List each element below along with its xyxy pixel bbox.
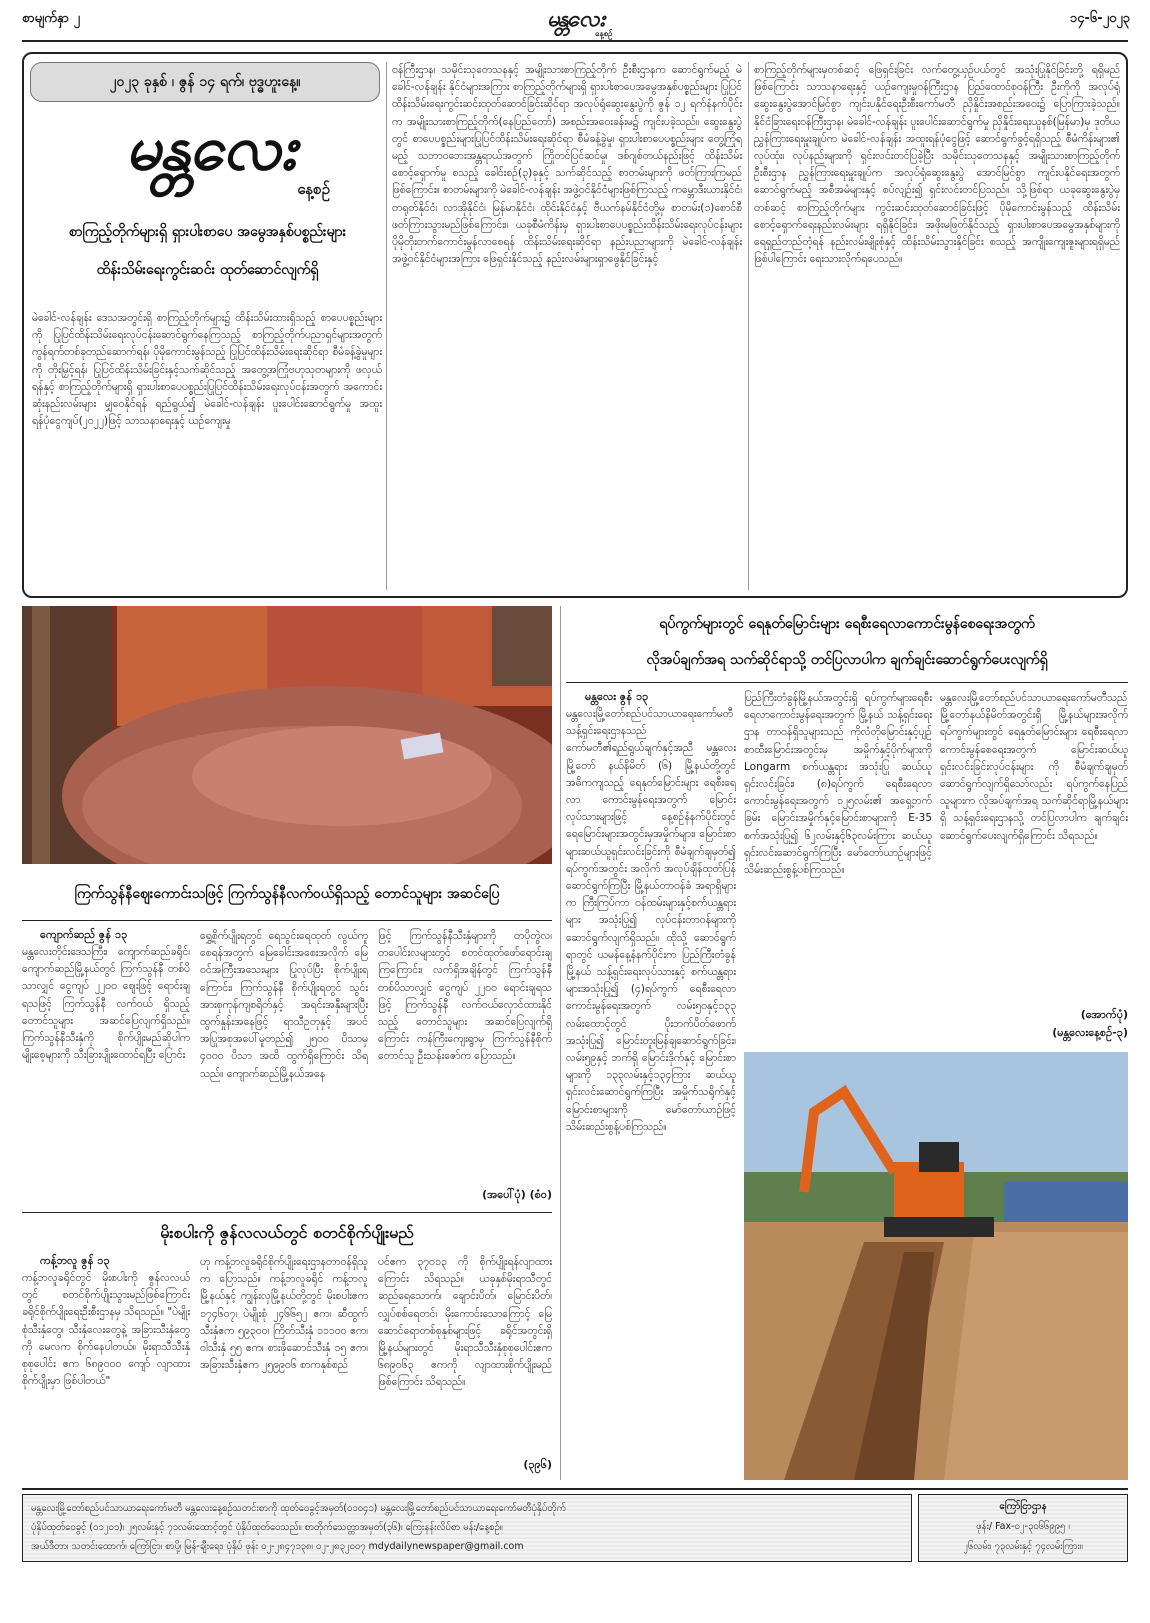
onion-bottom-rule (22, 1212, 552, 1213)
canal-article-title-1: ရပ်ကွက်များတွင် ရေနုတ်မြောင်းများ ရေစီးရေလာကောင်းမွန်စေရေးအတွက် (659, 616, 1035, 632)
canal-article-title-2: လိုအပ်ချက်အရ သက်ဆိုင်ရာသို့ တင်ပြလာပါက ချက်ချင်းဆောင်ရွက်ပေးလျက်ရှိ (646, 652, 1048, 668)
rice-signature: (၃၉၆) (523, 1458, 552, 1471)
footer-imprint (22, 1494, 912, 1562)
page-label: စာမျက်နှာ ၂ (22, 11, 80, 26)
onion-pile-photo (22, 606, 552, 864)
top-article-title-2: ထိန်းသိမ်းရေးကွင်းဆင်း ထုတ်ဆောင်လျက်ရှိ (96, 262, 319, 278)
canal-col2: ပြည်ကြီးတံခွန်မြို့နယ်အတွင်းရှိ ရပ်ကွက်များရေစီးရေလာကောင်းမွန်ရေးအတွက် မြို့နယ် သန့်ရှင်းရေးဌာန တာဝန်ရှိသူများသည် ကိုလံတိုမြောင်းနှင့်ပျဉ်စာထီးမြောင်းအတွင်းမှ အမှိုက်နှင့်ပိုက်များကို Longarm စက်ယန္တရား အသုံးပြု ဆယ်ယူရှင်းလင်းခြင်း၊ (၈)ရပ်ကွက် ရေစီးရေလာကောင်းမွန်ရေးအတွက် ၁၂၅လမ်း၏ အရှေ့ဘက်ခြမ်း မြောင်းအမှိုက်နှင့်မြောင်းစာများကို E-35 စက်အသုံးပြု၍ ၆၂လမ်းနှင့်၆၃လမ်းကြား ဆယ်ယူရှင်းလင်းဆောင်ရွက်ကြပြီး မော်တော်ယာဉ်များဖြင့် သိမ်းဆည်းစွန့်ပစ်ကြသည်။ (744, 692, 932, 877)
onion-col1: မန္တလေးတိုင်းဒေသကြီး၊ ကျောက်ဆည်ခရိုင်၊ ကျောက်ဆည်မြို့နယ်တွင် ကြက်သွန်နီ တစ်ပိသာလျှင် ငွေကျပ် ၂၂၀၀ ဈေးဖြင့် ရောင်းချရသဖြင့် ကြက်သွန်နီ လက်ဝယ် ရှိသည့် တောင်သူများ အဆင်ပြေလျက်ရှိသည်။ ကြက်သွန်နီသီးနှံကို စိုက်ပျိုးမည်ဆိုပါက မျိုးစေ့များကို သီးခြားပျိုးထောင်ရပြီး ပြောင်း (22, 946, 190, 1062)
ads-label: ကြော်ငြာဌာန (999, 1501, 1047, 1512)
header-rule (22, 40, 1128, 42)
ads-phone: ဖုန်း/ Fax-၀၂-၃၀၆၆၉၉၅ ၊ (976, 1521, 1070, 1532)
onion-col3: ဖြင့် ကြက်သွန်နီသီးနှံများကို တပိုတွဲလ၊ တပေါင်းလများတွင် စတင်ထုတ်ဖော်ရောင်းချကြကြောင်း၊ လက်ရှိအချိန်တွင် ကြက်သွန်နီ တစ်ပိသာလျှင် ငွေကျပ် ၂၂၀၀ ရောင်းချရသဖြင့် ကြက်သွန်နီ လက်ဝယ်လှောင်ထားနိုင်သည့် တောင်သူများ အဆင်ပြေလျက်ရှိကြောင်း ကန်ကြီးကျေးရွာမှ ကြက်သွန်နီစိုက် တောင်သူ ဦးသန်းဇော်က ပြောသည်။ (378, 930, 552, 1063)
footer-top-rule (22, 1488, 1128, 1490)
canal-signature-source: (မန္တလေးနေ့စဉ်-၃) (1052, 1026, 1128, 1039)
page-date: ၁၄-၆-၂၀၂၃ (1069, 11, 1130, 26)
ads-address: ၂၆လမ်း၊ ၇၃လမ်းနှင့် ၇၄လမ်းကြား။ (963, 1541, 1083, 1552)
rice-article-title: မိုးစပါးကို ဇွန်လလယ်တွင် စတင်စိုက်ပျိုးမည် (160, 1223, 414, 1242)
masthead-logo (505, 4, 645, 34)
masthead-title: မန္တလေး (546, 6, 604, 32)
onion-photo-art (22, 606, 552, 864)
footer-line-2: ပုံနှိပ်ထုတ်ဝေခွင့် (၀၁၂၀၁)၊ ၂၅လမ်းနှင့် ၇၁လမ်းထောင့်တွင် ပုံနှိပ်ထုတ်ဝေသည်။ စာတိုက်သေတ္တာအမှတ်(၃၆)၊ ကြေးနန်းလိပ်စာ မန်း/နေ့စဉ်။ (31, 1522, 503, 1533)
top-article-col2: ဝန်ကြီးဌာန၊ သမိုင်းသုတေသနနှင့် အမျိုးသားစာကြည့်တိုက် ဦးစီးဌာနက ဆောင်ရွက်မည့် မဲခေါင်-လန်ချန်း နိုင်ငံများအကြား စာကြည့်တိုက်များရှိ ရှားပါးစာပေအမွေအနှစ်ပစ္စည်းများ ပြုပြင်ထိန်းသိမ်းရေးကွင်းဆင်းထုတ်ဆောင်ခြင်းဆိုင်ရာ အလုပ်ရုံဆွေးနွေးပွဲကို ဇွန် ၁၂ ရက်နံနက်ပိုင်းက အမျိုးသားစာကြည့်တိုက်(နေပြည်တော်) အစည်းအဝေးခန်းမ၌ ကျင်းပခဲ့သည်။ ဆွေးနွေးပွဲတွင် စာပေပစ္စည်းများပြုပြင်ထိန်းသိမ်းရေးဆိုင်ရာ စီမံခန့်ခွဲမှု၊ ရှားပါးစာပေပစ္စည်းများ တွေ့ကြုံရမည့် သဘာဝဘေးအန္တရာယ်အတွက် ကြိုတင်ပြင်ဆင်မှု၊ ဒစ်ဂျစ်တယ်နည်းဖြင့် ထိန်းသိမ်းစောင့်ရှောက်မှု စသည့် ခေါင်းစဉ်(၃)ခုနှင့် သက်ဆိုင်သည့် စာတမ်းများကို ဖတ်ကြားကြမည်ဖြစ်ကြောင်း။ စာတမ်းများကို မဲခေါင်-လန်ချန်း အဖွဲ့ဝင်နိုင်ငံများဖြစ်ကြသည့် ကမ္ဘောဒီးယားနိုင်ငံ၊ တရုတ်နိုင်ငံ၊ လာအိုနိုင်ငံ၊ မြန်မာနိုင်ငံ၊ ထိုင်းနိုင်ငံနှင့် ဗီယက်နမ်နိုင်ငံတို့မှ စာတမ်း(၁)စောင်စီ ဖတ်ကြားသွားမည်ဖြစ်ကြောင်း။ ယခုစီမံကိန်းမှ ရှားပါးစာပေပစ္စည်းထိန်းသိမ်းရေးလုပ်ငန်းများ ပိုမိုတိုးတက်ကောင်းမွန်လာစေရန် ထိန်းသိမ်းရေးဆိုင်ရာ နည်းပညာများကို မဲခေါင်-လန်ချန်း အဖွဲ့ဝင်နိုင်ငံများအကြား ဖြေရှင်းနိုင်သည့် နည်းလမ်းများရှာဖွေနိုင်ခြင်းနှင့် (392, 64, 742, 266)
excavator-photo (744, 1052, 1128, 1480)
logo-main-text: မန္တလေး (125, 111, 295, 184)
rice-col3: ပင်ဧက ၃၇၀၁၃ ကို စိုက်ပျိုးရန်လျာထားကြောင်း သိရသည်။ ယခုနှစ်မိုးရာသီတွင် ဆည်ရေသောက်၊ ချောင်းပိတ်၊ မြောင်းပိတ်၊ လျှပ်စစ်ရေတင်၊ မိုးကောင်းသောကြောင့် မြေဆောင်ရောတစ်စုနုစ်များဖြင့် ခရိုင်အတွင်းရှိ မြို့နယ်များတွင် မိုးရာသီသီးနှံစုစုပေါင်းဧက ၆၈၉၀၆၃ ဧကကို လျာထားစိုက်ပျိုးမည်ဖြစ်ကြောင်း သိရသည်။ (378, 1256, 552, 1389)
canal-title-rule (566, 682, 1128, 683)
canal-dateline: မန္တလေး ဇွန် ၁၃ (585, 690, 649, 703)
top-article-title-1: စာကြည့်တိုက်များရှိ ရှားပါးစာပေ အမွေအနှစ်ပစ္စည်းများ (68, 224, 347, 240)
col-divider (386, 62, 387, 590)
footer-ads-box (918, 1494, 1128, 1562)
top-article-col1: မဲခေါင်-လန်ချန်း ဒေသအတွင်းရှိ စာကြည့်တိုက်များ၌ ထိန်းသိမ်းထားရှိသည့် စာပေပစ္စည်းများကို ပြုပြင်ထိန်းသိမ်းရေးလုပ်ငန်းဆောင်ရွက်နေကြသည့် စာကြည့်တိုက်ပညာရှင်များအတွက် ကွန်ရက်တစ်ခုတည်ဆောက်ရန်၊ ပိုမိုကောင်းမွန်သည့် ပြုပြင်ထိန်းသိမ်းရေးဆိုင်ရာ စီမံခန့်ခွဲမှုများကို တိုးမြှင့်ရန်၊ ပြုပြင်ထိန်းသိမ်းခြင်းနှင့်သက်ဆိုင်သည့် အတွေ့အကြုံဗဟုသုတများကို ဖလှယ်ရန်နှင့် စာကြည့်တိုက်များရှိ ရှားပါးစာပေပစ္စည်းပြုပြင်ထိန်းသိမ်းရေးလုပ်ငန်းအတွက် အကောင်းဆုံးနည်းလမ်းများ မျှဝေနိုင်ရန် ရည်ရွယ်၍ မဲခေါင်-လန်ချန်း ပူးပေါင်းဆောင်ရွက်မှု အထူးရန်ပုံငွေကျပ်(၂၀၂၂)ဖြင့် သာသနာရေးနှင့် ယဉ်ကျေးမှု (32, 312, 382, 428)
onion-article-title: ကြက်သွန်နီဈေးကောင်းသဖြင့် ကြက်သွန်နီလက်ဝယ်ရှိသည့် တောင်သူများ အဆင်ပြေ (74, 886, 500, 902)
rice-col1: ကန့်ဘလူခရိုင်တွင် မိုးစပါးကို ဇွန်လလယ်တွင် စတင်စိုက်ပျိုးသွားမည်ဖြစ်ကြောင်း ခရိုင်စိုက်ပျိုးရေးဦးစီးဌာနမှ သိရသည်။ "ပဲမျိုးစုံသီးနှံတွေ၊ သီးနှံလေးတွေနဲ့ အခြားသီးနှံတွေကို မေလက စိုက်နေပါတယ်။ မိုးရာသီသီးနှံစုစုပေါင်း ဧက ၆၈၉၀၀၀ ကျော် လျာထားစိုက်ပျိုးမှာ ဖြစ်ပါတယ်" (22, 1272, 190, 1388)
canal-col3: မန္တလေးမြို့တော်စည်ပင်သာယာရေးကော်မတီသည် မြို့တော်နယ်နိမိတ်အတွင်းရှိ မြို့နယ်များအလိုက် ရပ်ကွက်များတွင် ရေနုတ်မြောင်းများ ရေစီးရေလာကောင်းမွန်စေရေးအတွက် မြောင်းဆယ်ယူရှင်းလင်းခြင်းလုပ်ငန်းများ ကို စီမံချက်ချမှတ်ဆောင်ရွက်လျက်ရှိသော်လည်း ရပ်ကွက်နေပြည်သူများက လိုအပ်ချက်အရ သက်ဆိုင်ရာမြို့နယ်များရှိ သန့်ရှင်းရေးဌာနသို့ တင်ပြလာပါက ချက်ချင်း ဆောင်ရွက်ပေးလျက်ရှိကြောင်း သိရသည်။ (940, 692, 1128, 842)
footer-line-1: မန္တလေးမြို့တော်စည်ပင်သာယာရေးကော်မတီ မန္တလေးနေ့စဉ်သတင်းစာကို ထုတ်ဝေခွင့်အမှတ်(၀၁၀၄၁) မန္တလေးမြို့တော်စည်ပင်သာယာရေးကော်မတီပုံနှိပ်တိုက် (31, 1503, 566, 1514)
col-divider (748, 62, 749, 590)
onion-dateline: ကျောက်ဆည် ဇွန် ၁၃ (40, 928, 128, 941)
canal-left-rule (560, 606, 561, 1480)
top-article-col3: စာကြည့်တိုက်များမှတစ်ဆင့် ဖြေရှင်းခြင်း လက်တွေ့ယှဉ်ပယ်တွင် အသုံးပြုနိုင်ခြင်းတို့ ရရှိမည်ဖြစ်ကြောင်း သာသနာရေးနှင့် ယဉ်ကျေးမှုဝန်ကြီးဌာန ပြည်ထောင်စုဝန်ကြီး ဦးကိုကို အလုပ်ရုံဆွေးနွေးပွဲအောင်မြင်စွာ ကျင်းပနိုင်ရေးဦးစီးကော်မတီ ညှိနှိုင်းအစည်းအဝေး၌ ပြောကြားခဲ့သည်။ နိုင်ငံခြားရေးဝန်ကြီးဌာန၊ မဲခေါင်-လန်ချန်း ပူးပေါင်းဆောင်ရွက်မှု ညှိနှိုင်းရေးယူနစ်(မြန်မာ)မှ ဒုတိယညွှန်ကြားရေးမှူးချုပ်က မဲခေါင်-လန်ချန်း အထူးရန်ပုံငွေဖြင့် ဆောင်ရွက်ခွင့်ရရှိသည့် စီမံကိန်းများ၏ လုပ်ထုံး၊ လုပ်နည်းများကို ရှင်းလင်းတင်ပြခဲ့ပြီး သမိုင်းသုတေသနနှင့် အမျိုးသားစာကြည့်တိုက်ဦးစီးဌာန ညွှန်ကြားရေးမှူးချုပ်က အလုပ်ရုံဆွေးနွေးပွဲ အောင်မြင်စွာ ကျင်းပနိုင်ရေးအတွက် ဆောင်ရွက်မည့် အစီအမံများနှင့် စပ်လျဉ်း၍ ရှင်းလင်းတင်ပြသည်။ သို့ဖြစ်ရာ ယခုဆွေးနွေးပွဲမှတစ်ဆင့် စာကြည့်တိုက်များ ကွင်းဆင်းထုတ်ဆောင်ခြင်းဖြင့် ပိုမိုကောင်းမွန်သည့် ထိန်းသိမ်းစောင့်ရှောက်ရေးနည်းလမ်းများ ရရှိနိုင်ခြင်း၊ အဖိုးမဖြတ်နိုင်သည့် ရှားပါးစာပေအမွေအနှစ်များကို ရေရှည်တည်တံ့ရန် နည်းလမ်းမျိုးစုံနှင့် ထိန်းသိမ်းသွားနိုင်ခြင်း စသည့် အကျိုးကျေးဇူးများရရှိမည်ဖြစ်ပါကြောင်း ရေးသားလိုက်ရပေသည်။ (754, 64, 1120, 266)
footer-line-3: အယ်ဒီတာ၊ သတင်းထောက်၊ ကြော်ငြာ၊ စာပို့၊ မြန်-ချီးရေး၊ ပုံနှိပ် ဖုန်း ၀၂-၂၈၄၇၁၃၈၊ ၀၂-၂၈၃၂၀၀၇ mdydailynewspaper@gmail.com (31, 1541, 524, 1552)
onion-signature: (အပေါ်ပုံ) (စံဝ) (482, 1188, 552, 1201)
newspaper-logo (60, 108, 360, 208)
canal-signature: (အောက်ပုံ) (1080, 1008, 1128, 1021)
canal-col1: မန္တလေးမြို့တော်စည်ပင်သာယာရေးကော်မတီ သန့်ရှင်းရေးဌာနသည် ကော်မတီ၏ရည်ရွယ်ချက်နှင့်အညီ မန္တလေးမြို့တော် နယ်နိမိတ် (၆) မြို့နယ်တို့တွင် အဓိကကျသည့် ရေနုတ်မြောင်းများ ရေစီးရေလာ ကောင်းမွန်ရေးအတွက် မြောင်းလုပ်သားများဖြင့် နေ့စဉ်နံနက်ပိုင်းတွင် ရေမြောင်းများအတွင်းမှအမှိုက်များ၊ မြောင်းစာများဆယ်ယူရှင်းလင်းခြင်းကို စီမံချက်ချမှတ်၍ ရပ်ကွက်အတွင်း အလိုက် အလုပ်ချိန်ထုတ်ပြန်ဆောင်ရွက်ကြပြီး မြို့နယ်တာဝန်ခံ အရာရှိများက ကြီးကြပ်ကာ ဝန်ထမ်းများနှင့်စက်ယန္တရားများ အသုံးပြု၍ လုပ်ငန်းတာဝန်များကို ဆောင်ရွက်လျက်ရှိသည်။ ထိုသို့ ဆောင်ရွက်ရာတွင် ယမန်နေ့နံနက်ပိုင်းက ပြည်ကြီးတံခွန်မြို့နယ် သန့်ရှင်းရေးလုပ်သားနှင့် စက်ယန္တရားများအသုံးပြု၍ (၄)ရပ်ကွက် ရေစီးရေလာကောင်းမွန်ရေးအတွက် လမ်း၅၀နှင့်၁၃၃ လမ်းထောင့်တွင် ပိုးဘက်ပိတ်ဖောက်အသုံးပြု၍ မြောင်းတူးမြန်ချဆောင်ရွက်ခြင်း၊ လမ်း၅၉နှင့် ဘက်ရှိ မြောင်းဒိုက်နှင့် မြောင်းစာများကို ၁၃၃လမ်းနှင့်၁၃၄ကြား ဆယ်ယူရှင်းလင်းဆောင်ရွက်ကြပြီး အမှိုက်သရိုက်နှင့်မြောင်းစာများကို မော်တော်ယာဉ်ဖြင့် သိမ်းဆည်းစွန့်ပစ်ကြသည်။ (566, 708, 736, 1133)
rice-col2: ဟု ကန့်ဘလူခရိုင်စိုက်ပျိုးရေးဌာနတာဝန်ရှိသူက ပြောသည်။ ကန့်ဘလူခရိုင် ကန့်ဘလူမြို့နယ်နှင့် ကျွန်းလှမြို့နယ်တို့တွင် မိုးစပါးဧက ၁၇၄၆၀၇၊ ပဲမျိုးစုံ ၂၄၆၆၅၂ ဧက၊ ဆီထွက်သီးနှံဧက ၅၉၃၀၀၊ ကြိတ်သီးနှံ ၁၁၁၀၀ ဧက၊ ဝါသီးနှံ ၅၅ ဧက၊ စားဖိုဆောင်သီးနှံ ၁၅ ဧက၊ အခြားသီးနှံဧက ၂၅၉၉၀၆ စာကနုစ်စည် (200, 1256, 368, 1372)
onion-col2: ရွှေ့စိုက်ပျိုးရတွင် ရေသွင်းရေထုတ် လွယ်ကူစေရန်အတွက် မြေခေါင်းအစေးအလိုက် မြေဝင်အကြီးအသေးများ ပြုလုပ်ပြီး စိုက်ပျိုးရကြောင်း၊ ကြက်သွန်နီ စိုက်ပျိုးရတွင် သွင်းအားစုကုန်ကျစရိတ်နှင့် အရင်းအနှီးများပြီး ထွက်နှုန်းအနေဖြင့် ရာသီဥတုနှင့် အပင်အပြုအစုအပေါ်မူတည်၍ ၂၅၀၀ ပိသာမှ ၄၀၀၀ ပိသာ အထိ ထွက်ရှိကြောင်း သိရသည်။ ကျောက်ဆည်မြို့နယ်အနေ (200, 930, 368, 1080)
excavator-photo-art (744, 1052, 1128, 1480)
rice-dateline: ကန့်ဘလူ ဇွန် ၁၃ (40, 1254, 110, 1267)
onion-title-rule (22, 920, 552, 921)
masthead-sub: နေ့စဉ် (595, 29, 613, 38)
logo-sub-text: နေ့စဉ် (297, 180, 330, 198)
issue-date-band: ၂၀၂၃ ခုနှစ် ၊ ဇွန် ၁၄ ရက်၊ ဗုဒ္ဓဟူးနေ့။ (30, 62, 380, 102)
